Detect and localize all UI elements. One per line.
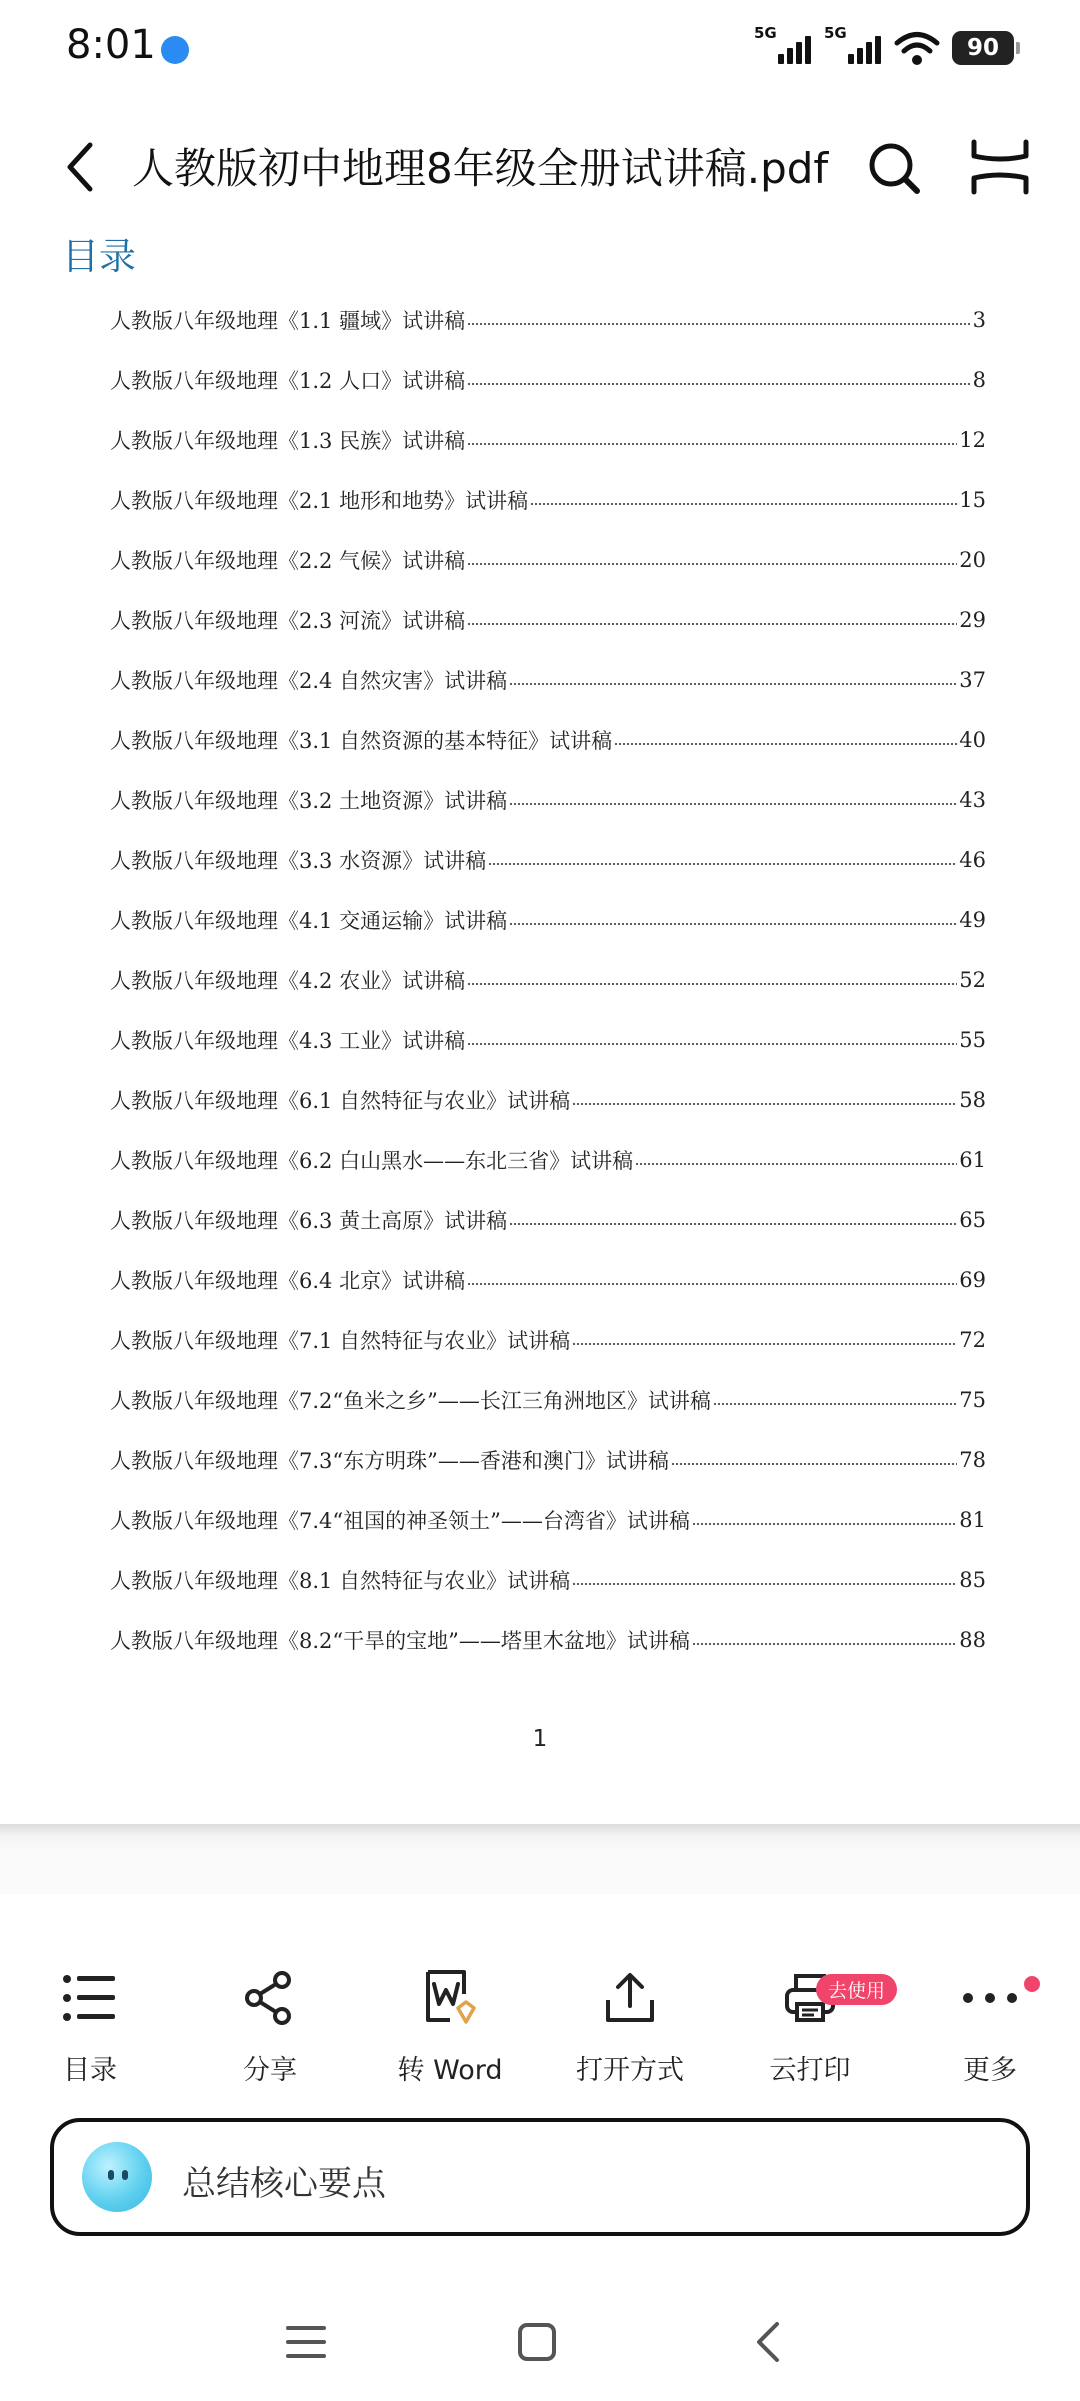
toc-item-page: 40 bbox=[959, 728, 986, 752]
toc-leader-dots bbox=[467, 982, 957, 988]
battery-level: 90 bbox=[966, 35, 999, 61]
toc-item-page: 75 bbox=[959, 1388, 986, 1412]
nav-back-button[interactable] bbox=[738, 2312, 798, 2372]
toc-leader-dots bbox=[572, 1102, 957, 1108]
back-button[interactable] bbox=[50, 134, 110, 200]
page-number: 1 bbox=[532, 1726, 548, 1752]
notification-dot bbox=[1024, 1976, 1040, 1992]
toc-item-title: 人教版八年级地理《7.1 自然特征与农业》试讲稿 bbox=[110, 1329, 571, 1353]
toc-item[interactable] bbox=[110, 1550, 986, 1610]
toc-leader-dots bbox=[671, 1462, 957, 1468]
nav-home-button[interactable] bbox=[507, 2312, 567, 2372]
ai-summary-bar[interactable] bbox=[50, 2118, 1030, 2236]
toc-heading: 目录 bbox=[62, 235, 136, 278]
toc-item[interactable] bbox=[110, 650, 986, 710]
toc-item-title: 人教版八年级地理《6.4 北京》试讲稿 bbox=[110, 1269, 466, 1293]
toolbar-print-button[interactable] bbox=[720, 1966, 900, 2106]
toc-item-title: 人教版八年级地理《3.2 土地资源》试讲稿 bbox=[110, 789, 508, 813]
toc-item-title: 人教版八年级地理《6.2 白山黑水——东北三省》试讲稿 bbox=[110, 1149, 634, 1173]
toc-item[interactable] bbox=[110, 830, 986, 890]
toolbar-open-with-label: 打开方式 bbox=[576, 2055, 684, 2086]
ai-summary-text: 总结核心要点 bbox=[182, 2164, 386, 2204]
toc-leader-dots bbox=[509, 802, 957, 808]
battery-icon bbox=[952, 31, 1014, 65]
home-square-icon bbox=[517, 2322, 557, 2362]
toc-item-page: 72 bbox=[959, 1328, 986, 1352]
toc-item-title: 人教版八年级地理《8.1 自然特征与农业》试讲稿 bbox=[110, 1569, 571, 1593]
toc-item-title: 人教版八年级地理《1.1 疆域》试讲稿 bbox=[110, 309, 466, 333]
toc-item[interactable] bbox=[110, 1250, 986, 1310]
toolbar-word-label: 转 Word bbox=[397, 2055, 503, 2086]
toc-item-title: 人教版八年级地理《4.2 农业》试讲稿 bbox=[110, 969, 466, 993]
toc-leader-dots bbox=[509, 1222, 957, 1228]
toc-item[interactable] bbox=[110, 350, 986, 410]
toc-item[interactable] bbox=[110, 1430, 986, 1490]
signal-icon-1 bbox=[754, 24, 812, 68]
toc-item[interactable] bbox=[110, 1490, 986, 1550]
toc-item-title: 人教版八年级地理《6.3 黄土高原》试讲稿 bbox=[110, 1209, 508, 1233]
toc-leader-dots bbox=[692, 1642, 957, 1648]
toc-item-page: 12 bbox=[959, 428, 986, 452]
toc-item-page: 8 bbox=[972, 368, 986, 392]
toc-item-title: 人教版八年级地理《2.4 自然灾害》试讲稿 bbox=[110, 669, 508, 693]
app-header bbox=[0, 122, 1080, 212]
toc-item[interactable] bbox=[110, 1130, 986, 1190]
toc-item-title: 人教版八年级地理《6.1 自然特征与农业》试讲稿 bbox=[110, 1089, 571, 1113]
toc-item[interactable] bbox=[110, 410, 986, 470]
toc-item-title: 人教版八年级地理《4.3 工业》试讲稿 bbox=[110, 1029, 466, 1053]
status-time: 8:01 bbox=[66, 22, 156, 68]
toc-item[interactable] bbox=[110, 1310, 986, 1370]
search-button[interactable] bbox=[862, 136, 926, 200]
menu-icon bbox=[286, 2324, 326, 2360]
toc-item-title: 人教版八年级地理《2.3 河流》试讲稿 bbox=[110, 609, 466, 633]
wifi-icon bbox=[894, 28, 940, 68]
toc-item[interactable] bbox=[110, 1190, 986, 1250]
toc-item-title: 人教版八年级地理《3.3 水资源》试讲稿 bbox=[110, 849, 487, 873]
toolbar-open-with-button[interactable] bbox=[540, 1966, 720, 2106]
network-type-1: 5G bbox=[754, 24, 777, 42]
ai-assistant-icon bbox=[968, 134, 1032, 200]
document-title: 人教版初中地理8年级全册试讲稿.pdf bbox=[132, 144, 829, 193]
bottom-toolbar bbox=[0, 1966, 1080, 2106]
toc-item-page: 3 bbox=[972, 308, 986, 332]
toolbar-share-label: 分享 bbox=[243, 2055, 297, 2086]
toc-item-title: 人教版八年级地理《1.2 人口》试讲稿 bbox=[110, 369, 466, 393]
toc-item-page: 85 bbox=[959, 1568, 986, 1592]
toc-item-page: 65 bbox=[959, 1208, 986, 1232]
toc-item-title: 人教版八年级地理《7.2“鱼米之乡”——长江三角洲地区》试讲稿 bbox=[110, 1389, 711, 1413]
app-notification-icon bbox=[161, 36, 189, 64]
toc-item-title: 人教版八年级地理《2.2 气候》试讲稿 bbox=[110, 549, 466, 573]
toolbar-more-label: 更多 bbox=[963, 2055, 1017, 2086]
toc-leader-dots bbox=[572, 1342, 957, 1348]
toc-item[interactable] bbox=[110, 950, 986, 1010]
status-icons bbox=[754, 24, 1014, 68]
toc-item-title: 人教版八年级地理《4.1 交通运输》试讲稿 bbox=[110, 909, 508, 933]
toc-item-page: 49 bbox=[959, 908, 986, 932]
toc-item-page: 29 bbox=[959, 608, 986, 632]
toc-item-page: 61 bbox=[959, 1148, 986, 1172]
toc-item-page: 69 bbox=[959, 1268, 986, 1292]
toc-item-title: 人教版八年级地理《8.2“干旱的宝地”——塔里木盆地》试讲稿 bbox=[110, 1629, 690, 1653]
toc-leader-dots bbox=[509, 922, 957, 928]
toc-item[interactable] bbox=[110, 1070, 986, 1130]
toc-item-page: 55 bbox=[959, 1028, 986, 1052]
toc-leader-dots bbox=[467, 562, 957, 568]
toolbar-toc-button[interactable] bbox=[0, 1966, 180, 2106]
toc-item[interactable] bbox=[110, 1010, 986, 1070]
toc-leader-dots bbox=[467, 1282, 957, 1288]
toc-item-title: 人教版八年级地理《1.3 民族》试讲稿 bbox=[110, 429, 466, 453]
toc-item[interactable] bbox=[110, 1610, 986, 1670]
back-arrow-icon bbox=[60, 139, 100, 195]
system-nav-bar bbox=[0, 2300, 1080, 2380]
toolbar-more-button[interactable] bbox=[900, 1966, 1080, 2106]
toc-item-page: 43 bbox=[959, 788, 986, 812]
toc-item[interactable] bbox=[110, 530, 986, 590]
nav-menu-button[interactable] bbox=[276, 2312, 336, 2372]
toc-item-page: 52 bbox=[959, 968, 986, 992]
toc-leader-dots bbox=[467, 622, 957, 628]
toc-leader-dots bbox=[509, 682, 957, 688]
nav-back-icon bbox=[753, 2320, 783, 2364]
toc-item-title: 人教版八年级地理《3.1 自然资源的基本特征》试讲稿 bbox=[110, 729, 613, 753]
toc-leader-dots bbox=[692, 1522, 957, 1528]
toc-leader-dots bbox=[635, 1162, 957, 1168]
toc-item-page: 81 bbox=[959, 1508, 986, 1532]
toc-item-page: 46 bbox=[959, 848, 986, 872]
toc-item-page: 37 bbox=[959, 668, 986, 692]
toc-item-page: 15 bbox=[959, 488, 986, 512]
toc-item-page: 58 bbox=[959, 1088, 986, 1112]
toc-leader-dots bbox=[467, 442, 957, 448]
toolbar-word-button[interactable] bbox=[360, 1966, 540, 2106]
toc-item-title: 人教版八年级地理《2.1 地形和地势》试讲稿 bbox=[110, 489, 529, 513]
toc-item[interactable] bbox=[110, 1370, 986, 1430]
list-icon bbox=[62, 1973, 118, 2023]
toc-item-title: 人教版八年级地理《7.4“祖国的神圣领土”——台湾省》试讲稿 bbox=[110, 1509, 690, 1533]
toc-item-page: 20 bbox=[959, 548, 986, 572]
toc-item[interactable] bbox=[110, 710, 986, 770]
toolbar-print-label: 云打印 bbox=[769, 2055, 851, 2086]
toc-leader-dots bbox=[530, 502, 957, 508]
status-bar bbox=[0, 0, 1080, 100]
share-icon bbox=[242, 1970, 298, 2026]
toc-leader-dots bbox=[467, 382, 971, 388]
page-divider bbox=[0, 1824, 1080, 1854]
page-gap bbox=[0, 1854, 1080, 1894]
ai-assistant-button[interactable] bbox=[968, 134, 1032, 200]
toc-item[interactable] bbox=[110, 590, 986, 650]
toc-item[interactable] bbox=[110, 470, 986, 530]
toc-leader-dots bbox=[713, 1402, 957, 1408]
toolbar-share-button[interactable] bbox=[180, 1966, 360, 2106]
network-type-2: 5G bbox=[824, 24, 847, 42]
toc-leader-dots bbox=[572, 1582, 957, 1588]
toc-item-page: 88 bbox=[959, 1628, 986, 1652]
ai-avatar-icon bbox=[82, 2142, 152, 2212]
toc-item[interactable] bbox=[110, 290, 986, 350]
toolbar-toc-label: 目录 bbox=[63, 2055, 117, 2086]
print-badge: 去使用 bbox=[816, 1974, 897, 2005]
toc-item-title: 人教版八年级地理《7.3“东方明珠”——香港和澳门》试讲稿 bbox=[110, 1449, 669, 1473]
toc-leader-dots bbox=[488, 862, 957, 868]
more-icon bbox=[960, 1988, 1020, 2008]
toc-item[interactable] bbox=[110, 770, 986, 830]
toc-list bbox=[110, 290, 986, 1670]
pdf-page[interactable] bbox=[0, 214, 1080, 1824]
search-icon bbox=[862, 136, 926, 200]
toc-item[interactable] bbox=[110, 890, 986, 950]
toc-leader-dots bbox=[467, 322, 971, 328]
word-convert-icon bbox=[420, 1968, 480, 2028]
signal-icon-2 bbox=[824, 24, 882, 68]
toc-leader-dots bbox=[614, 742, 957, 748]
toc-item-page: 78 bbox=[959, 1448, 986, 1472]
toc-leader-dots bbox=[467, 1042, 957, 1048]
open-with-icon bbox=[602, 1970, 658, 2026]
